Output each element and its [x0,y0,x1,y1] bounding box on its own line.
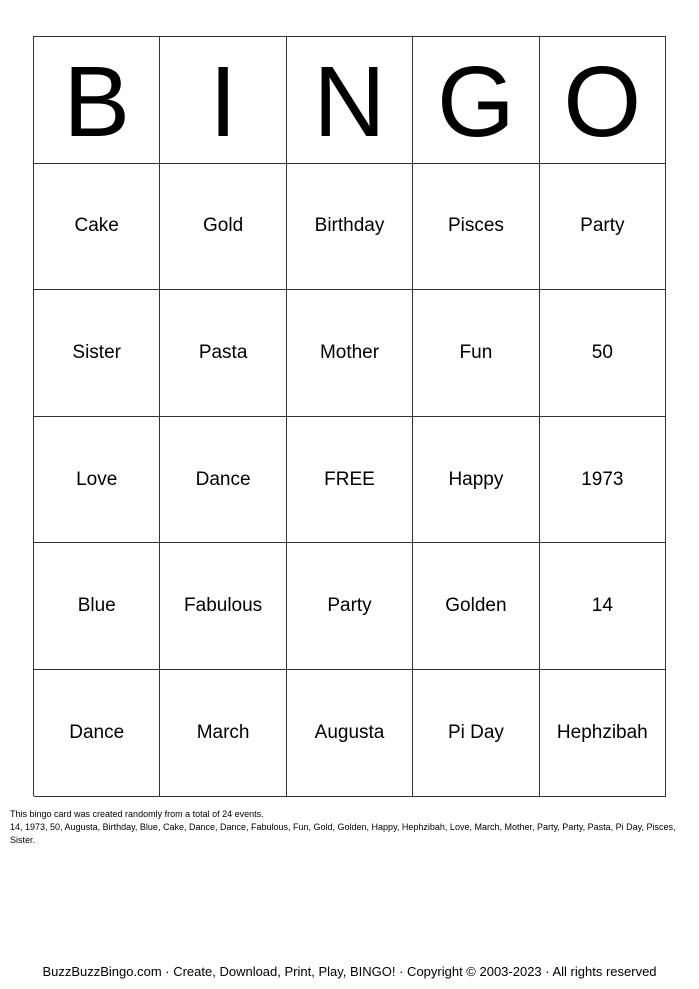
card-cell: Augusta [287,670,413,797]
card-row [34,164,666,291]
bingo-card [33,36,666,796]
header-letter-n: N [287,37,413,164]
header-row [34,37,666,164]
card-cell: Pi Day [413,670,539,797]
card-cell: Fabulous [160,543,286,670]
card-cell: 1973 [540,417,666,544]
card-cell: Sister [34,290,160,417]
footnote-summary: This bingo card was created randomly from a total of 24 events. [10,809,264,819]
card-cell: Cake [34,164,160,291]
free-space-cell: FREE [287,417,413,544]
card-cell: Dance [160,417,286,544]
card-cell: Pasta [160,290,286,417]
card-row [34,543,666,670]
header-letter-o: O [540,37,666,164]
card-cell: Party [540,164,666,291]
card-cell: Blue [34,543,160,670]
header-letter-i: I [160,37,286,164]
card-cell: Pisces [413,164,539,291]
header-letter-g: G [413,37,539,164]
card-cell: 14 [540,543,666,670]
card-cell: Fun [413,290,539,417]
card-cell: Mother [287,290,413,417]
card-cell: Happy [413,417,539,544]
card-cell: March [160,670,286,797]
card-cell: Hephzibah [540,670,666,797]
card-cell: Birthday [287,164,413,291]
page-footer: BuzzBuzzBingo.com · Create, Download, Print, Play, BINGO! · Copyright © 2003-2023 · All rights reserved [42,964,657,979]
card-footnote [10,808,690,847]
card-cell: Love [34,417,160,544]
card-cell: Gold [160,164,286,291]
card-cell: Golden [413,543,539,670]
card-row [34,417,666,544]
card-cell: Dance [34,670,160,797]
card-row [34,670,666,797]
header-letter-b: B [34,37,160,164]
card-cell: Party [287,543,413,670]
card-row [34,290,666,417]
card-cell: 50 [540,290,666,417]
footnote-event-list: 14, 1973, 50, Augusta, Birthday, Blue, Cake, Dance, Dance, Fabulous, Fun, Gold, Golden, Happy, Hephzibah, Love, March, Mother, Party, Party, Pasta, Pi Day, Pisces, Sister. [10,822,676,845]
